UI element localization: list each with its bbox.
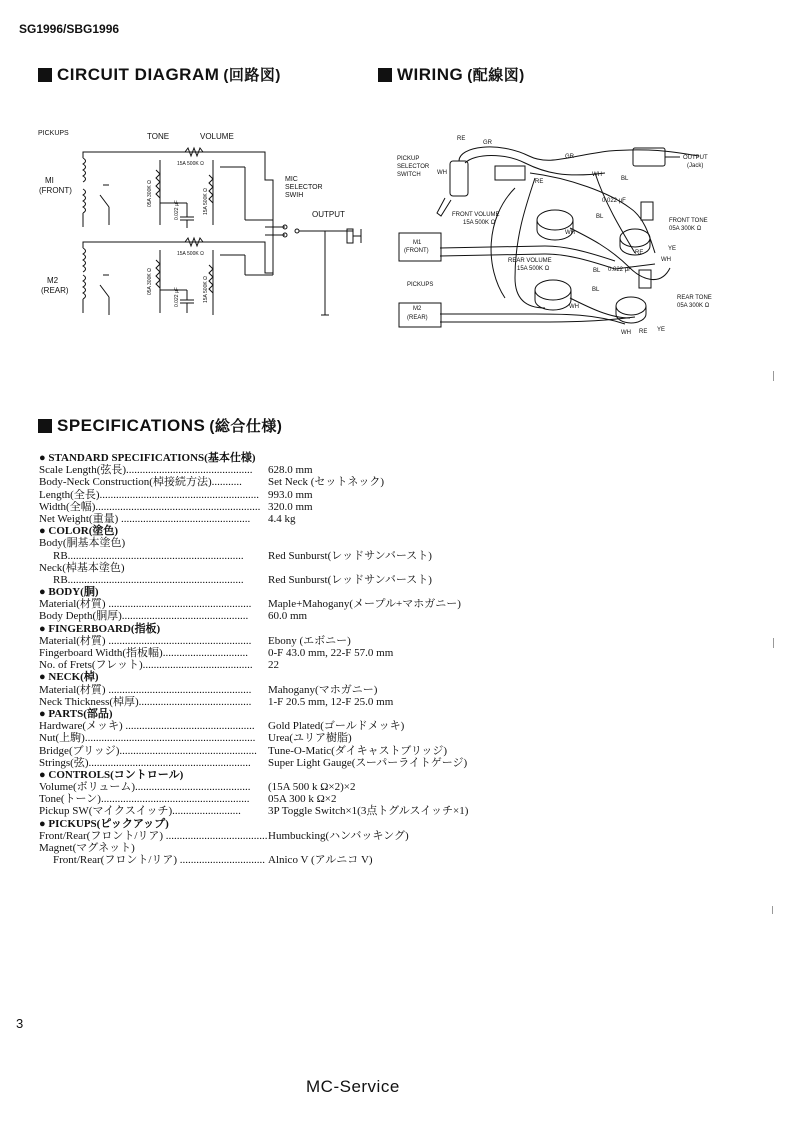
spec-label: Body Depth(胴厚).............................................. [39, 610, 249, 623]
spec-subheading-text: Magnet(マグネット) [39, 842, 135, 854]
spec-category [39, 769, 519, 781]
spec-row [39, 574, 519, 586]
spec-value: Red Sunburst(レッドサンバースト) [268, 549, 432, 562]
spec-value: Mahogany(マホガニー) [268, 683, 378, 696]
spec-subheading-text: Body(胴基本塗色) [39, 537, 126, 550]
spec-value: Set Neck (セットネック) [268, 476, 384, 489]
spec-category [39, 452, 519, 464]
spec-row [39, 635, 519, 647]
spec-value: 993.0 mm [268, 488, 313, 501]
wiring-label-bl1: BL [621, 176, 629, 182]
spec-label: Neck Thickness(棹厚)......................................... [39, 695, 252, 708]
spec-row [39, 757, 519, 769]
heading-square-icon [38, 68, 52, 82]
spec-row [39, 745, 519, 757]
wiring-label-ps2: SELECTOR [397, 164, 430, 170]
circuit-heading-text: CIRCUIT DIAGRAM [57, 64, 220, 84]
spec-label: Scale Length(弦長).............................................. [39, 464, 253, 477]
circuit-label-vol2v: 15A 500K Ω [203, 276, 209, 303]
spec-value: 3P Toggle Switch×1(3点トグルスイッチ×1) [268, 805, 469, 818]
spec-category [39, 818, 519, 830]
wiring-label-rv2: 15A 500K Ω [517, 266, 550, 272]
spec-label: Material(材質) .................................................... [39, 683, 252, 696]
wiring-label-re2: RE [535, 179, 544, 185]
spec-category-title: ● BODY(胴) [39, 586, 99, 599]
wiring-label-wh5: WH [569, 304, 579, 310]
wiring-diagram [395, 128, 725, 338]
circuit-diagram [35, 125, 375, 325]
margin-mark [773, 638, 774, 648]
spec-row [39, 696, 519, 708]
spec-label: Material(材質) .................................................... [39, 598, 252, 611]
spec-category [39, 671, 519, 683]
spec-label: No. of Frets(フレット)........................................ [39, 659, 253, 672]
spec-row [39, 720, 519, 732]
spec-label: Tone(トーン)...................................................... [39, 793, 250, 806]
specifications-list [39, 452, 519, 866]
spec-category-title: ● FINGERBOARD(指板) [39, 622, 161, 635]
spec-value: 628.0 mm [268, 464, 313, 477]
wiring-label-cap1: 0.022 μF [602, 198, 626, 204]
circuit-label-m1: MI [45, 176, 54, 185]
spec-value: Alnico V (アルニコ V) [268, 854, 373, 867]
spec-row [39, 489, 519, 501]
spec-row [39, 793, 519, 805]
spec-row [39, 610, 519, 622]
model-number: SG1996/SBG1996 [19, 22, 120, 36]
wiring-label-wh1: WH [437, 170, 447, 176]
spec-row [39, 854, 519, 866]
circuit-label-cap2: 0.022 μF [174, 287, 180, 307]
spec-category [39, 586, 519, 598]
wiring-heading-text: WIRING [397, 64, 464, 84]
spec-label: Pickup SW(マイクスイッチ)......................... [39, 805, 241, 818]
page-number: 3 [16, 1016, 24, 1031]
spec-value: Urea(ユリア樹脂) [268, 732, 352, 745]
spec-category-title: ● COLOR(塗色) [39, 525, 119, 538]
circuit-label-vol2: 15A 500K Ω [177, 251, 204, 257]
spec-row [39, 501, 519, 513]
specifications-heading-text: SPECIFICATIONS [57, 415, 206, 435]
circuit-label-m1-front: (FRONT) [39, 186, 72, 195]
spec-label: Front/Rear(フロント/リア) ..................................... [39, 829, 268, 842]
wiring-label-fv1: FRONT VOLUME [452, 212, 500, 218]
footer-brand: MC-Service [306, 1077, 400, 1096]
spec-value: Tune-O-Matic(ダイキャストブリッジ) [268, 744, 448, 757]
circuit-diagram-heading [38, 64, 281, 85]
spec-value: Red Sunburst(レッドサンバースト) [268, 573, 432, 586]
wiring-label-ft1: FRONT TONE [669, 218, 708, 224]
wiring-label-bl3: BL [593, 268, 601, 274]
spec-row [39, 732, 519, 744]
wiring-heading [378, 64, 525, 85]
wiring-label-ps1: PICKUP [397, 156, 420, 162]
specifications-heading [38, 415, 282, 436]
spec-label: Hardware(メッキ) ............................................... [39, 720, 255, 733]
spec-value: 22 [268, 659, 279, 672]
spec-value: 1-F 20.5 mm, 12-F 25.0 mm [268, 695, 394, 708]
spec-value: Ebony (エボニー) [268, 634, 351, 647]
spec-label: Nut(上駒).............................................................. [39, 732, 256, 745]
spec-value: Humbucking(ハンバッキング) [268, 829, 409, 842]
wiring-label-rt2: 05A 300K Ω [677, 303, 710, 309]
circuit-label-m2-rear: (REAR) [41, 286, 69, 295]
spec-label: Net Weight(重量) ............................................... [39, 512, 251, 525]
circuit-label-mic: MIC [285, 176, 298, 183]
wiring-label-pickups: PICKUPS [407, 282, 434, 288]
spec-value: Super Light Gauge(スーパーライトゲージ) [268, 756, 468, 769]
spec-category-title: ● CONTROLS(コントロール) [39, 768, 184, 781]
spec-category [39, 708, 519, 720]
specifications-heading-jp: (総合仕様) [209, 418, 283, 435]
spec-value: Maple+Mahogany(メープル+マホガニー) [268, 598, 461, 611]
spec-category-title: ● PICKUPS(ピックアップ) [39, 817, 169, 830]
wiring-label-wh6: WH [621, 330, 631, 336]
spec-category [39, 525, 519, 537]
spec-row [39, 464, 519, 476]
wiring-label-ft2: 05A 300K Ω [669, 226, 702, 232]
spec-value: 320.0 mm [268, 500, 313, 513]
spec-label: Width(全幅)............................................................ [39, 500, 261, 513]
spec-value: 05A 300 k Ω×2 [268, 793, 337, 806]
wiring-label-ye1: YE [668, 246, 677, 252]
circuit-label-tone: TONE [147, 132, 170, 141]
spec-row [39, 598, 519, 610]
wiring-label-re4: RE [639, 329, 648, 335]
circuit-label-vol1v: 15A 500K Ω [203, 188, 209, 215]
circuit-label-tone2: 05A 300K Ω [147, 268, 153, 295]
spec-subheading [39, 842, 519, 854]
wiring-label-m1: M1 [413, 240, 422, 246]
spec-row [39, 805, 519, 817]
spec-label: Strings(弦)........................................................... [39, 756, 251, 769]
spec-label: Front/Rear(フロント/リア) ............................... [53, 854, 266, 867]
circuit-label-tone1: 05A 300K Ω [147, 180, 153, 207]
circuit-label-output: OUTPUT [312, 210, 345, 219]
circuit-label-cap1: 0.022 μF [174, 200, 180, 220]
wiring-label-bl4: BL [592, 287, 600, 293]
spec-row [39, 684, 519, 696]
spec-row [39, 659, 519, 671]
spec-subheading [39, 537, 519, 549]
circuit-label-switch: SWIH [285, 192, 304, 199]
wiring-label-re1: RE [457, 136, 466, 142]
heading-square-icon [38, 419, 52, 433]
spec-subheading [39, 562, 519, 574]
spec-row [39, 781, 519, 793]
spec-label: Bridge(ブリッジ).................................................. [39, 744, 257, 757]
spec-row [39, 647, 519, 659]
spec-row [39, 830, 519, 842]
wiring-label-jack: (Jack) [687, 163, 704, 169]
wiring-label-bl2: BL [596, 214, 604, 220]
spec-subheading-text: Neck(棹基本塗色) [39, 561, 125, 574]
spec-category [39, 623, 519, 635]
circuit-label-m2: M2 [47, 276, 59, 285]
spec-row [39, 513, 519, 525]
spec-row [39, 476, 519, 488]
circuit-heading-jp: (回路図) [223, 67, 281, 84]
spec-label: RB................................................................ [53, 573, 244, 586]
spec-value: 0-F 43.0 mm, 22-F 57.0 mm [268, 647, 394, 659]
wiring-label-wh4: WH [661, 257, 671, 263]
spec-value: (15A 500 k Ω×2)×2 [268, 781, 356, 794]
spec-label: Length(全長).......................................................... [39, 488, 259, 501]
wiring-label-rv1: REAR VOLUME [508, 258, 552, 264]
wiring-label-m1-front: (FRONT) [404, 248, 429, 254]
wiring-label-rt1: REAR TONE [677, 295, 712, 301]
spec-row [39, 550, 519, 562]
circuit-label-volume: VOLUME [200, 132, 234, 141]
wiring-label-wh2: WH [592, 172, 602, 178]
wiring-label-wh3: WH [565, 230, 575, 236]
spec-label: Material(材質) .................................................... [39, 634, 252, 647]
wiring-label-gr2: GR [565, 154, 574, 160]
circuit-label-pickups: PICKUPS [38, 130, 69, 137]
wiring-label-fv2: 15A 500K Ω [463, 220, 496, 226]
spec-value: Gold Plated(ゴールドメッキ) [268, 720, 405, 733]
spec-label: Body-Neck Construction(棹接続方法)........... [39, 476, 242, 489]
wiring-label-cap2: 0.022 μF [608, 267, 632, 273]
wiring-label-m2-rear: (REAR) [407, 315, 428, 321]
spec-value: 4.4 kg [268, 512, 296, 525]
wiring-label-re3: RE [635, 250, 644, 256]
circuit-label-vol1: 15A 500K Ω [177, 161, 204, 167]
spec-category-title: ● PARTS(部品) [39, 707, 113, 720]
spec-category-title: ● STANDARD SPECIFICATIONS(基本仕様) [39, 452, 256, 464]
spec-label: RB................................................................ [53, 549, 244, 562]
margin-mark [772, 906, 773, 914]
spec-label: Volume(ボリューム).......................................... [39, 781, 251, 794]
wiring-label-ye2: YE [657, 327, 666, 333]
wiring-heading-jp: (配線図) [467, 67, 525, 84]
circuit-label-selector: SELECTOR [285, 184, 323, 191]
spec-value: 60.0 mm [268, 610, 308, 623]
wiring-label-output: OUTPUT [683, 155, 708, 161]
margin-mark [773, 371, 774, 381]
wiring-label-gr1: GR [483, 140, 492, 146]
spec-label: Fingerboard Width(指板幅)............................... [39, 647, 248, 659]
wiring-label-ps3: SWITCH [397, 172, 421, 178]
heading-square-icon [378, 68, 392, 82]
spec-category-title: ● NECK(棹) [39, 671, 99, 684]
wiring-label-m2: M2 [413, 306, 422, 312]
